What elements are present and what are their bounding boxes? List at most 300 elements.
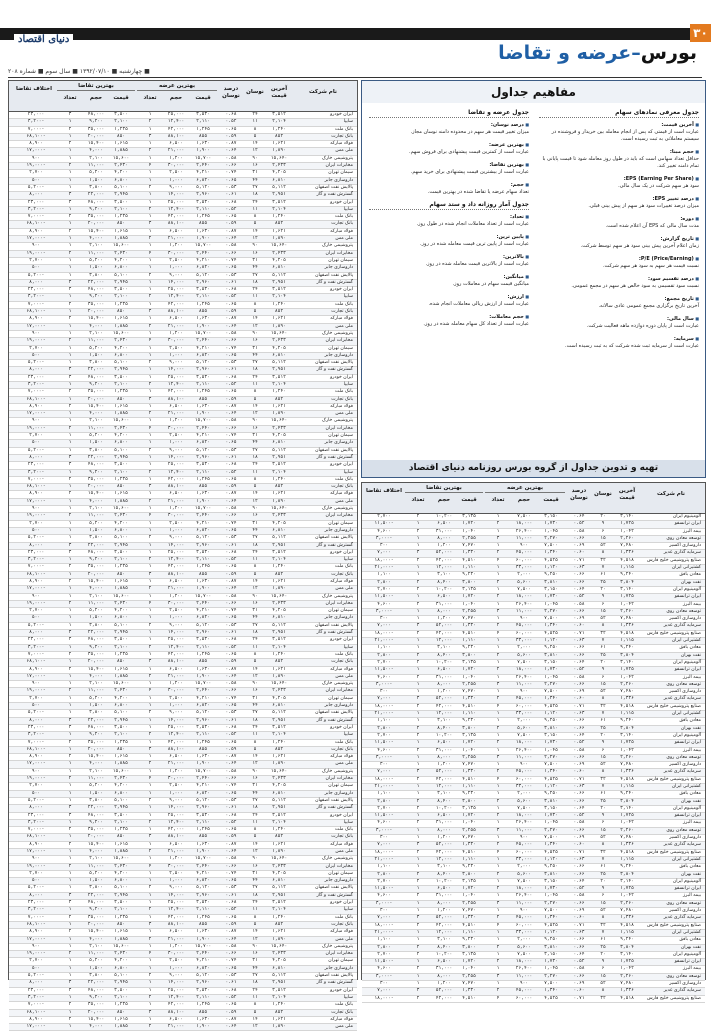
company-name: داروسازی جابر: [324, 177, 353, 183]
company-name: بیمه البرز: [682, 747, 701, 753]
cell-value: ۲,۱۰۴: [272, 732, 286, 738]
cell-value: ۲۱,۰۰۰: [167, 848, 185, 854]
table-row: [9, 324, 357, 331]
cell-value: ۹۰۰: [519, 543, 529, 549]
cell-value: ۰.۶۵: [225, 790, 237, 796]
table-row: [9, 594, 357, 601]
cell-value: ۲,۴۴۰: [196, 163, 210, 169]
cell-value: ۶,۸۰۰: [114, 265, 128, 271]
table-row: [9, 535, 357, 542]
cell-value: ۳: [68, 192, 72, 198]
cell-value: ۲,۸۰۰: [377, 798, 391, 804]
cell-value: ۳۱,۰۰۰: [435, 674, 453, 680]
cell-value: ۰.۸۷: [225, 1016, 237, 1022]
table-row: [9, 448, 357, 455]
cell-value: ۲۷: [252, 184, 258, 190]
cell-value: ۳: [68, 112, 72, 117]
cell-value: ۵۰۰: [31, 878, 41, 884]
cell-value: ۱: [148, 681, 152, 687]
cell-value: ۸,۰۰۰: [29, 367, 43, 373]
table-row: [9, 418, 357, 425]
table-row: [362, 864, 705, 871]
cell-value: ۱: [416, 959, 420, 965]
cell-value: ۲۰,۰۰۰: [87, 396, 105, 402]
cell-value: ۱۵,۶۰۰: [112, 155, 130, 161]
cell-value: ۱۵,۴۰۰: [87, 666, 105, 672]
cell-value: ۴,۵۱۰: [462, 557, 476, 563]
cell-value: ۱: [148, 637, 152, 643]
cell-value: ۹,۰۰۰: [169, 184, 183, 190]
cell-value: ۶۱: [600, 864, 606, 870]
cell-value: ۴,۶۰۰: [377, 601, 391, 607]
company-name: داروسازی جابر: [324, 440, 353, 446]
title-sub: عرضه و تقاضا: [498, 42, 632, 64]
table-row: [9, 820, 357, 827]
cell-value: ۱,۰۴۲: [620, 674, 634, 680]
cell-value: ۹۰۰: [519, 762, 529, 768]
table-row: [9, 156, 357, 163]
cell-value: ۸۵۰: [116, 659, 126, 665]
cell-value: ۵: [253, 834, 257, 840]
cell-value: ۹,۰۰۰: [169, 797, 183, 803]
cell-value: ۱,۷۲۵: [620, 594, 634, 600]
cell-value: ۱: [68, 1009, 72, 1015]
cell-value: ۲,۵۰۰: [169, 870, 183, 876]
cell-value: ۱,۱۰۰: [377, 791, 391, 797]
cell-value: ۲: [148, 447, 152, 453]
concept-item: [539, 235, 699, 250]
cell-value: ۱,۳۴۰: [544, 842, 558, 848]
company-name: بانک تجارت: [331, 484, 353, 490]
cell-value: ۲: [416, 703, 420, 709]
table-row: [9, 346, 357, 353]
concept-item: [369, 293, 529, 308]
cell-value: ۲,۱۱۰: [196, 994, 210, 1000]
cell-value: ۲۲,۰۰۰: [87, 717, 105, 723]
cell-value: ۳,۵۰۰: [114, 549, 128, 555]
company-name: آلومینیوم ایران: [672, 586, 701, 592]
cell-value: ۸,۴۰۰: [437, 579, 451, 585]
cell-value: ۲۰,۰۰۰: [87, 133, 105, 139]
cell-value: ۰.۵۸: [225, 506, 237, 512]
cell-value: ۹,۰۰۰: [169, 535, 183, 541]
cell-value: ۱۰,۲۰۰: [435, 659, 453, 665]
cell-value: ۳: [68, 987, 72, 993]
cell-value: ۰.۵۲: [225, 119, 237, 125]
cell-value: ۰.۵۲: [573, 740, 585, 746]
cell-value: ۱: [68, 783, 72, 789]
cell-value: ۴,۲۰۵: [272, 870, 286, 876]
cell-value: ۳: [148, 484, 152, 490]
cell-value: ۸: [253, 1002, 257, 1008]
cell-value: ۷,۰۰۰: [377, 915, 391, 921]
table-row: [9, 798, 357, 805]
table-row: [362, 682, 705, 689]
cell-value: ۳,۸۰۴: [620, 725, 634, 731]
cell-value: ۱,۲۴۰: [272, 827, 286, 833]
cell-value: ۲,۲۶۰: [620, 900, 634, 906]
cell-value: ۶۰,۰۰۰: [515, 630, 533, 636]
cell-value: ۵,۱۱۲: [272, 973, 286, 979]
cell-value: ۱,۸۸۵: [114, 586, 128, 592]
table-row: [9, 907, 357, 914]
cell-value: ۴,۲۰۵: [272, 345, 286, 351]
cell-value: ۱: [148, 527, 152, 533]
concept-item: [369, 181, 529, 196]
cell-value: ۸,۰۰۰: [437, 754, 451, 760]
cell-value: ۲,۹۴۵: [114, 279, 128, 285]
cell-value: ۲,۹۵۱: [272, 542, 286, 548]
cell-value: ۰.۸۷: [225, 666, 237, 672]
cell-value: ۲,۱۰۰: [89, 243, 103, 249]
cell-value: ۱: [148, 265, 152, 271]
cell-value: ۱۷,۰۰۰-: [26, 673, 46, 679]
company-name: نفت بهران: [680, 944, 701, 950]
concept-term: ■ تاریخ مجمع:: [665, 296, 700, 302]
cell-value: ۱: [68, 469, 72, 475]
cell-value: ۶,۸۱۰: [272, 790, 286, 796]
table-row: [362, 930, 705, 937]
cell-value: ۷,۰۰۰-: [27, 651, 45, 657]
cell-value: ۱,۲۰۰: [437, 616, 451, 622]
company-name: صنایع پتروشیمی خلیج فارس: [646, 776, 701, 782]
cell-value: ۲,۱۰۰: [114, 907, 128, 913]
cell-value: ۴۵,۰۰۰: [515, 988, 533, 994]
cell-value: ۱,۳۳۶: [620, 988, 634, 994]
cell-value: ۱,۵۰۰: [89, 352, 103, 358]
cell-value: ۹,۲۴۰: [620, 791, 634, 797]
cell-value: ۸۵۵: [198, 921, 208, 927]
cell-value: ۳,۱۳۵: [462, 951, 476, 957]
cell-value: ۱۵,۶۰۰: [112, 506, 130, 512]
cell-value: ۵,۲۰۰: [89, 695, 103, 701]
cell-value: ۲۲,۰۰۰: [87, 980, 105, 986]
cell-value: ۱,۶۱۵: [114, 929, 128, 935]
cell-value: ۸۵۰: [116, 396, 126, 402]
cell-value: ۰.۶۱: [225, 892, 237, 898]
cell-value: ۱: [68, 710, 72, 716]
cell-value: ۱: [68, 557, 72, 563]
cell-value: ۰.۶۶: [573, 900, 585, 906]
cell-value: ۱,۲۴۵: [196, 476, 210, 482]
cell-value: ۱,۳۳۶: [620, 915, 634, 921]
cell-value: ۱۵: [600, 535, 606, 541]
cell-value: ۵,۲۰۰-: [27, 184, 45, 190]
cell-value: ۲: [496, 696, 500, 702]
cell-value: ۸۵۰: [116, 571, 126, 577]
cell-value: ۱,۰۰۰: [169, 177, 183, 183]
cell-value: ۵: [253, 659, 257, 665]
cell-value: ۱,۲۳۵: [114, 739, 128, 745]
cell-value: ۱: [496, 805, 500, 811]
cell-value: ۱,۰۴۲: [620, 747, 634, 753]
table-row: [362, 828, 705, 835]
cell-value: ۳,۸۰۰: [462, 798, 476, 804]
cell-value: ۲,۱۰۴: [272, 907, 286, 913]
company-name: ملی مس: [335, 148, 353, 154]
cell-value: ۷,۰۰۰-: [27, 476, 45, 482]
company-name: گسترش نفت و گاز: [316, 192, 353, 198]
cell-value: ۲: [68, 425, 72, 431]
cell-value: ۷,۴۸۰: [620, 762, 634, 768]
cell-value: ۶۰,۰۰۰: [515, 849, 533, 855]
cell-value: ۶۱: [600, 718, 606, 724]
table-row: [362, 602, 705, 609]
table-row: [362, 996, 705, 1003]
cell-value: ۴۲,۰۰۰: [167, 301, 185, 307]
cell-value: ۲: [68, 316, 72, 322]
cell-value: ۲۵: [600, 652, 606, 658]
cell-value: ۲,۱۰۰: [89, 593, 103, 599]
cell-value: ۲: [148, 535, 152, 541]
cell-value: ۳۱: [252, 608, 258, 614]
cell-value: ۰.۶۰: [573, 915, 585, 921]
cell-value: ۷,۰۰۰-: [27, 126, 45, 132]
table-row: [362, 740, 705, 747]
cell-value: ۲: [68, 739, 72, 745]
cell-value: ۱,۷۲۰: [462, 667, 476, 673]
cell-value: ۱: [148, 615, 152, 621]
company-name: گسترش نفت و گاز: [316, 892, 353, 898]
cell-value: ۱۱,۵۰۰-: [374, 740, 394, 746]
cell-value: ۱۱,۵۰۰-: [374, 959, 394, 965]
cell-value: ۶۸,۱۰۰-: [26, 571, 46, 577]
cell-value: ۰.۸۷: [225, 228, 237, 234]
cell-value: ۶: [601, 820, 605, 826]
cell-value: ۰.۵۸: [225, 330, 237, 336]
cell-value: ۱۲,۰۰۰: [435, 929, 453, 935]
cell-value: ۹۰۰: [31, 418, 41, 424]
cell-value: ۱۱: [252, 644, 258, 650]
cell-value: ۱: [68, 527, 72, 533]
cell-value: ۲: [416, 732, 420, 738]
company-name: معادن بافق: [679, 572, 701, 578]
table-row: [9, 601, 357, 608]
cell-value: ۰.۵۲: [573, 813, 585, 819]
cell-value: ۵۲,۰۰۰: [435, 988, 453, 994]
cell-value: ۱۵,۶۴۰: [270, 593, 288, 599]
cell-value: ۱۱,۵۰۰-: [374, 521, 394, 527]
cell-value: ۱,۲۳۵: [114, 126, 128, 132]
cell-value: ۱۵,۶۰۰: [112, 856, 130, 862]
cell-value: ۲,۲۵۵: [462, 608, 476, 614]
company-name: گسترش نفت و گاز: [316, 367, 353, 373]
cell-value: ۰.۶۳: [573, 929, 585, 935]
cell-value: ۳,۵۰۰: [114, 900, 128, 906]
cell-value: ۴۴: [252, 440, 258, 446]
cell-value: ۱,۰۴۰: [462, 747, 476, 753]
cell-value: ۱: [416, 827, 420, 833]
cell-value: ۰.۵۲: [573, 521, 585, 527]
cell-value: ۳: [68, 892, 72, 898]
table-row: [9, 856, 357, 863]
cell-value: ۷: [601, 711, 605, 717]
cell-value: ۰.۸۷: [225, 754, 237, 760]
cell-value: ۳,۵۳۰: [196, 112, 210, 117]
cell-value: ۱,۸۸۵: [114, 498, 128, 504]
cell-value: ۱۱: [252, 206, 258, 212]
cell-value: ۱۲,۴۰۰: [167, 294, 185, 300]
cell-value: ۵,۱۲۰: [196, 973, 210, 979]
cell-value: ۶,۵۰۰: [169, 929, 183, 935]
cell-value: ۳: [148, 571, 152, 577]
cell-value: ۳,۵۱۲: [272, 462, 286, 468]
concept-item: [539, 121, 699, 143]
cell-value: ۳,۱۵۰: [544, 805, 558, 811]
cell-value: ۷,۵۰۰: [544, 835, 558, 841]
cell-value: ۱۶: [252, 688, 258, 694]
company-name: توسعه معادن روی: [666, 900, 701, 906]
cell-value: ۲۳,۰۰۰: [27, 549, 45, 555]
cell-value: ۵: [253, 1009, 257, 1015]
cell-value: ۴,۶۰۰: [377, 893, 391, 899]
cell-value: ۳,۵۰۰: [114, 112, 128, 117]
cell-value: ۱۴: [252, 666, 258, 672]
cell-value: ۴,۰۰۰: [89, 673, 103, 679]
company-name: سرمایه گذاری غدیر: [663, 988, 701, 994]
cell-value: ۱: [496, 732, 500, 738]
company-name: بانک ملت: [334, 476, 353, 482]
cell-value: ۲: [496, 725, 500, 731]
cell-value: ۰.۶۵: [225, 827, 237, 833]
cell-value: ۲: [496, 623, 500, 629]
cell-value: ۱,۹۰۰: [196, 761, 210, 767]
cell-value: ۲,۱۰۴: [272, 294, 286, 300]
cell-value: ۲: [496, 871, 500, 877]
cell-value: ۱۵,۴۰۰: [87, 491, 105, 497]
table-row: [362, 718, 705, 725]
cell-value: ۴,۲۰۰: [114, 695, 128, 701]
cell-value: ۲,۷۰۰: [377, 514, 391, 519]
cell-value: ۰.۵۹: [225, 834, 237, 840]
cell-value: ۹: [601, 740, 605, 746]
cell-value: ۲: [416, 871, 420, 877]
cell-value: ۰.۷۱: [573, 630, 585, 636]
cell-value: ۲,۵۰۰: [169, 433, 183, 439]
cell-value: ۲,۵۰۰: [169, 257, 183, 263]
cell-value: ۱: [68, 586, 72, 592]
cell-value: ۲,۱۰۰: [114, 469, 128, 475]
cell-value: ۶: [601, 528, 605, 534]
cell-value: ۴: [496, 776, 500, 782]
table-row: [9, 740, 357, 747]
cell-value: ۱,۸۹۰: [272, 936, 286, 942]
cell-value: ۲,۱۰۰: [114, 206, 128, 212]
cell-value: ۸: [253, 651, 257, 657]
cell-value: ۵,۶۰۰: [517, 652, 531, 658]
cell-value: ۲۰,۰۰۰: [87, 484, 105, 490]
cell-value: ۷,۵۰۰: [517, 805, 531, 811]
table-row: [9, 477, 357, 484]
table-body: [9, 112, 357, 1031]
cell-value: ۱۵,۶۴۰: [270, 943, 288, 949]
cell-value: ۱: [416, 900, 420, 906]
concepts-left-column: [369, 109, 529, 333]
cell-value: ۳,۲۰۰-: [27, 732, 45, 738]
cell-value: ۰.۶۶: [573, 535, 585, 541]
cell-value: ۴: [496, 922, 500, 928]
concept-text: عبارت است از ارزش ریالی معاملات انجام شده.: [428, 301, 529, 307]
cell-value: ۱: [416, 572, 420, 578]
cell-value: ۱۸: [252, 717, 258, 723]
cell-value: ۳۱,۰۰۰: [435, 601, 453, 607]
cell-value: ۲: [148, 1024, 152, 1030]
table-row: [362, 893, 705, 900]
cell-value: ۱: [68, 177, 72, 183]
cell-value: ۳: [148, 921, 152, 927]
cell-value: ۰.۵۹: [225, 484, 237, 490]
cell-value: ۱,۷۲۵: [620, 959, 634, 965]
cell-value: ۳۰,۰۰۰: [167, 163, 185, 169]
cell-value: ۱: [148, 549, 152, 555]
cell-value: ۲,۲۵۵: [462, 973, 476, 979]
cell-value: ۱۲,۴۰۰: [167, 994, 185, 1000]
cell-value: ۲: [68, 301, 72, 307]
cell-value: ۰.۷۴: [225, 520, 237, 526]
cell-value: ۴۲,۰۰۰: [435, 776, 453, 782]
company-name: معادن بافق: [679, 718, 701, 724]
cell-value: ۰.۶۴: [225, 323, 237, 329]
cell-value: ۲: [68, 476, 72, 482]
company-name: بانک ملت: [334, 214, 353, 220]
cell-value: ۱۱,۰۰۰: [515, 827, 533, 833]
cell-value: ۸: [253, 739, 257, 745]
cell-value: ۲۱,۰۰۰-: [374, 638, 394, 644]
cell-value: ۱,۳۳۰: [462, 769, 476, 775]
cell-value: ۲: [68, 338, 72, 344]
cell-value: ۲۲,۰۰۰: [87, 454, 105, 460]
cell-value: ۱,۶۱۵: [114, 403, 128, 409]
table-row: [362, 974, 705, 981]
cell-value: ۱۱,۵۰۰-: [374, 886, 394, 892]
cell-value: ۲,۱۱۰: [196, 469, 210, 475]
cell-value: ۶,۸۲۰: [196, 615, 210, 621]
cell-value: ۲,۷۰۰: [377, 732, 391, 738]
cell-value: ۶,۵۰۰: [169, 666, 183, 672]
cell-value: ۱: [496, 762, 500, 768]
cell-value: ۰.۶۱: [225, 454, 237, 460]
cell-value: ۲,۹۶۰: [196, 279, 210, 285]
cell-value: ۰.۶۴: [225, 236, 237, 242]
cell-value: ۷,۵۰۰: [517, 659, 531, 665]
cell-value: ۷,۰۰۰: [377, 842, 391, 848]
cell-value: ۱۶: [252, 951, 258, 957]
cell-value: ۱,۶۲۱: [272, 1016, 286, 1022]
brand-logo: دنیای اقتصاد: [14, 34, 73, 45]
cell-value: ۱,۶۱۵: [114, 491, 128, 497]
cell-value: ۴۴: [252, 965, 258, 971]
concept-term: ■ تاریخ گزارش:: [660, 236, 699, 242]
cell-value: ۲۱,۰۰۰-: [374, 711, 394, 717]
cell-value: ۱۵,۷۰۰: [194, 506, 212, 512]
cell-value: ۵,۱۰۰: [114, 360, 128, 366]
table-row: [9, 440, 357, 447]
cell-value: ۶,۸۱۰: [272, 440, 286, 446]
company-name: کشتیرانی ایران: [671, 565, 701, 571]
cell-value: ۱: [496, 820, 500, 826]
table-row: [9, 273, 357, 280]
company-name: ایران خودرو: [330, 374, 353, 380]
cell-value: ۲,۲۶۰: [620, 827, 634, 833]
cell-value: ۰.۶۶: [225, 600, 237, 606]
company-name: ایران ترانسفو: [674, 594, 701, 600]
cell-value: ۲۱,۰۰۰: [167, 498, 185, 504]
cell-value: ۳,۸۰۴: [620, 652, 634, 658]
cell-value: ۳,۵۰۰: [114, 287, 128, 293]
table-row: [9, 397, 357, 404]
cell-value: ۳,۰۰۰-: [375, 900, 393, 906]
cell-value: ۱,۰۴۰: [462, 820, 476, 826]
